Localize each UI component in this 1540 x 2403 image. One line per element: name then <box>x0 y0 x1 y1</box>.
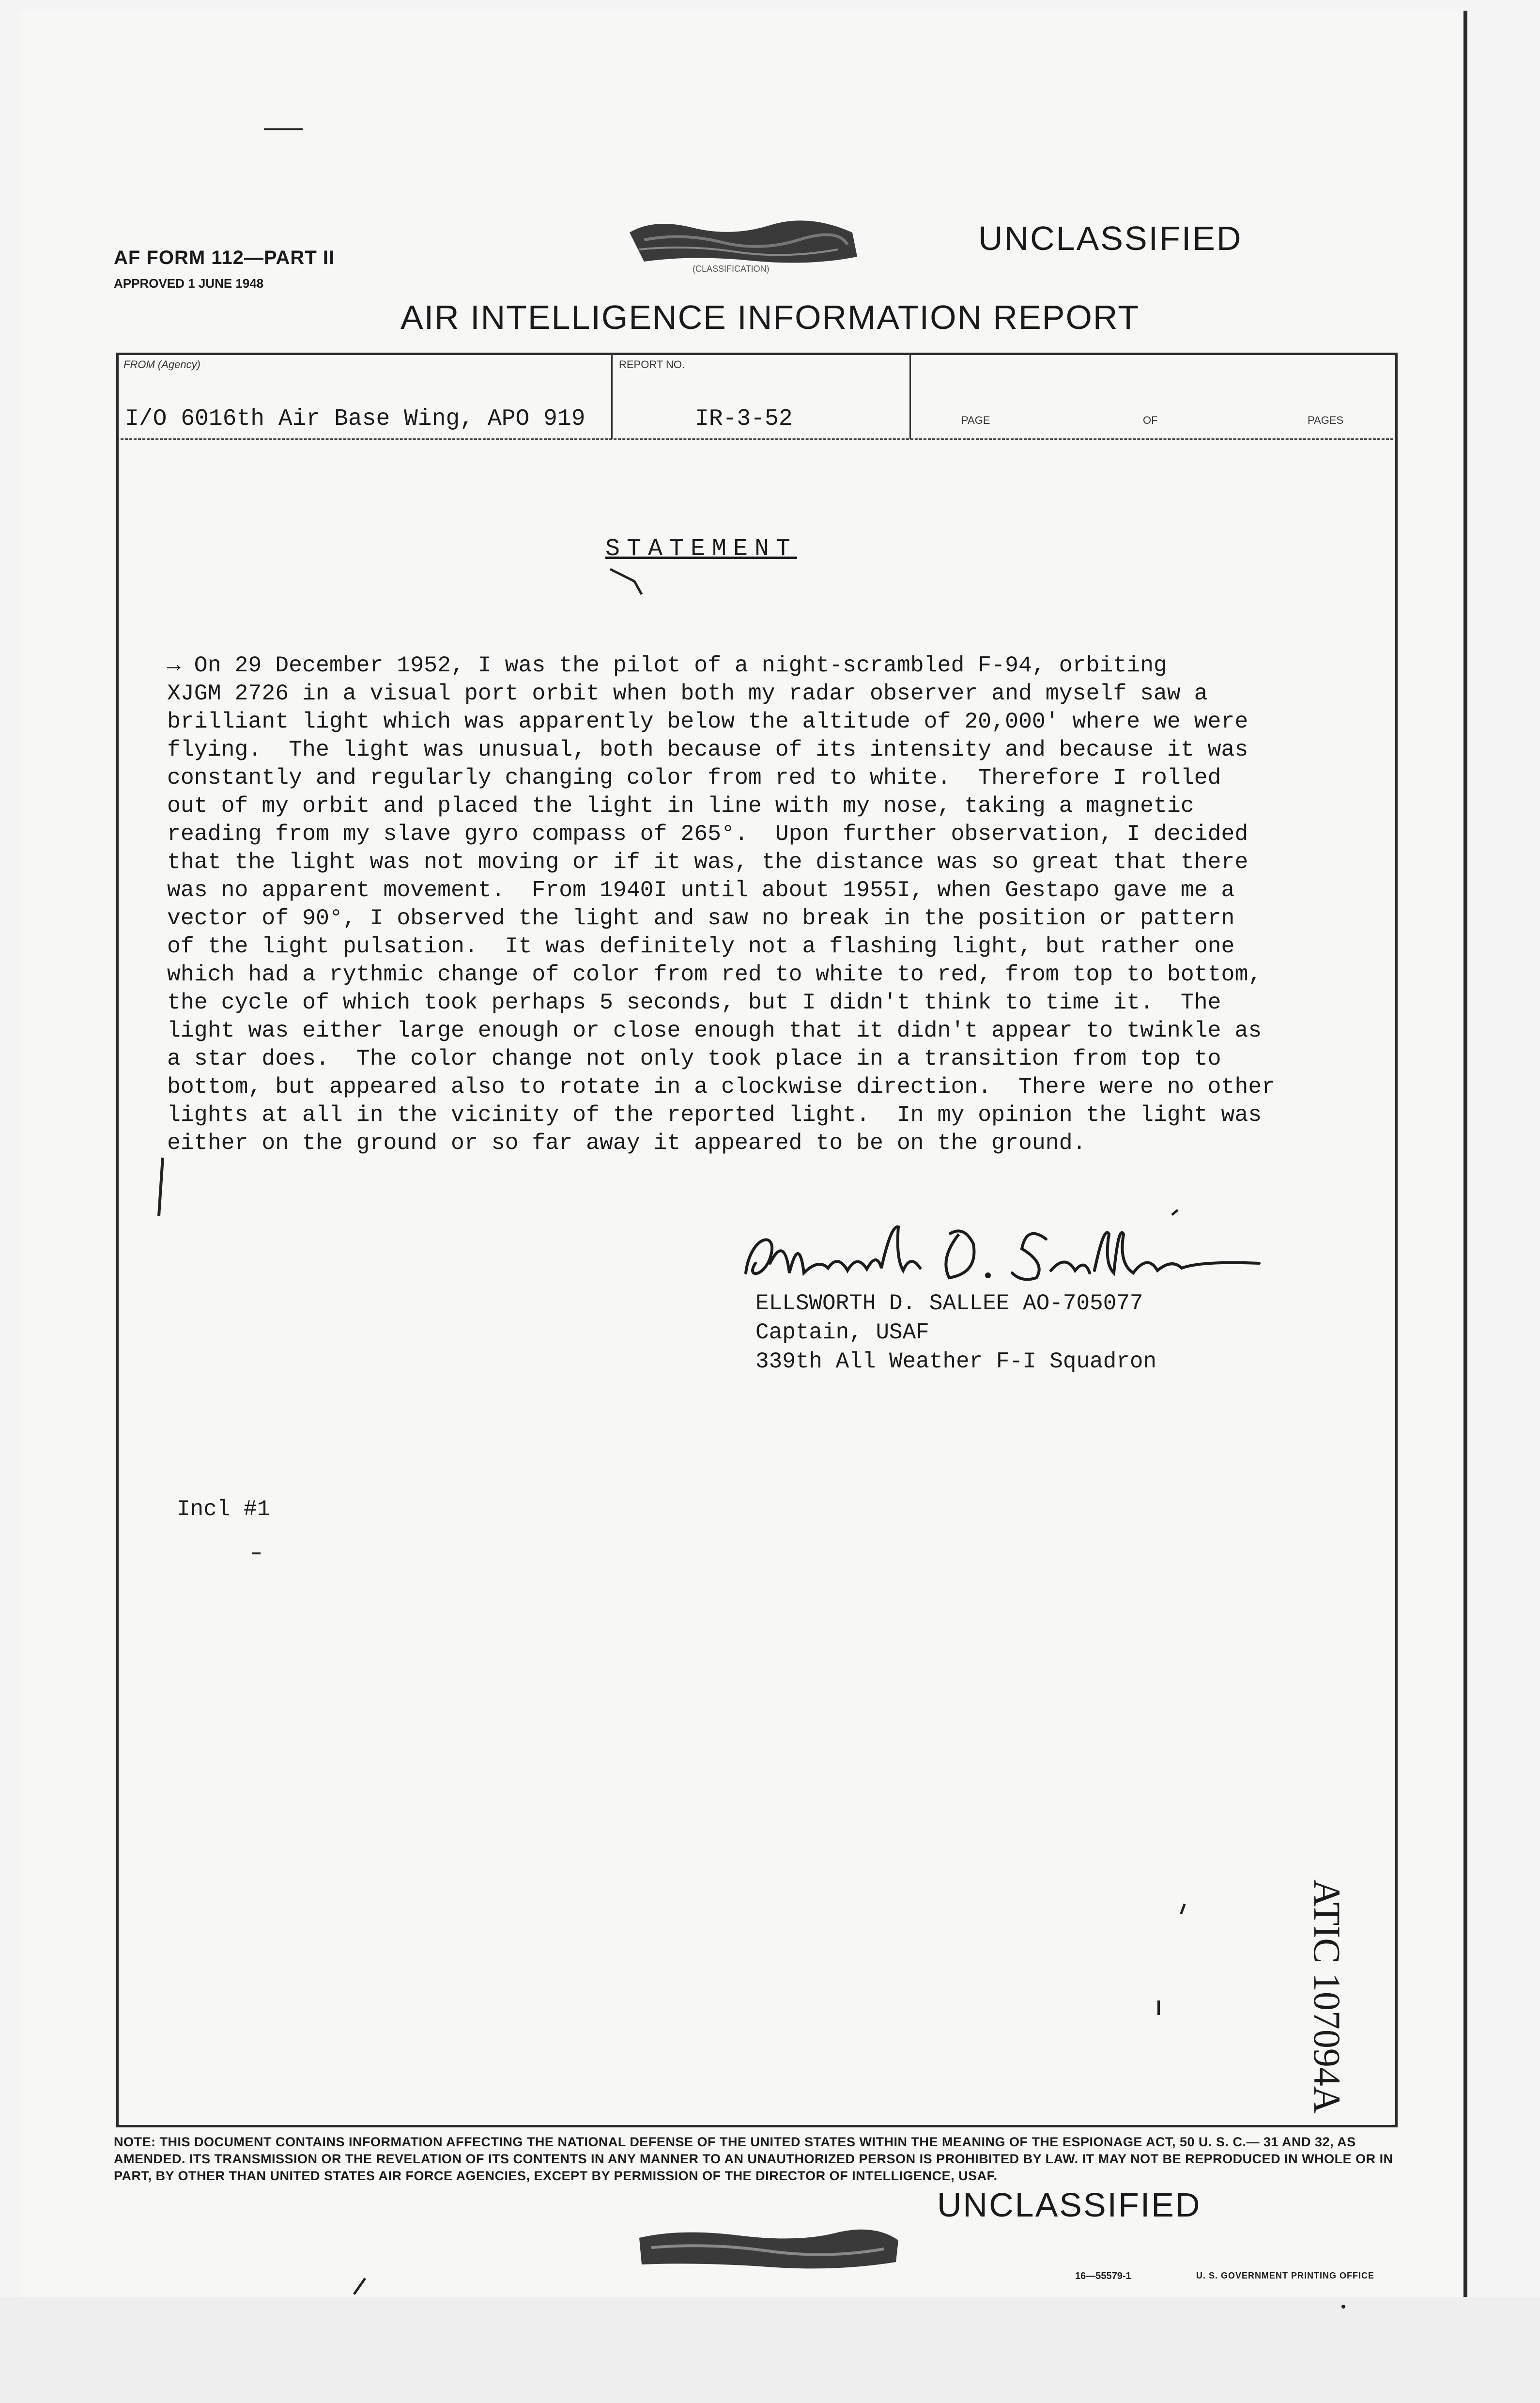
from-label: FROM (Agency) <box>123 358 200 371</box>
classification-bottom: UNCLASSIFIED <box>937 2186 1201 2224</box>
stray-mark <box>1157 2000 1160 2015</box>
atic-file-number: ATIC 107094A <box>1306 1879 1348 2114</box>
pages-label: PAGES <box>1308 414 1344 426</box>
form-approved-date: APPROVED 1 JUNE 1948 <box>114 276 264 291</box>
signatory-rank: Captain, USAF <box>755 1320 929 1345</box>
of-label: OF <box>1143 414 1158 426</box>
government-printing-office: U. S. GOVERNMENT PRINTING OFFICE <box>1196 2271 1375 2280</box>
from-agency-value: I/O 6016th Air Base Wing, APO 919 <box>125 406 585 432</box>
statement-heading: STATEMENT <box>605 535 798 563</box>
espionage-act-note: NOTE: THIS DOCUMENT CONTAINS INFORMATION AFFECTING THE NATIONAL DEFENSE OF THE UNITED STATES WITHIN THE MEANING OF THE ESPIONAGE ACT, 50 U. S. C.— 31 AND 32, AS AMENDED. ITS TRANSMISSION OR THE REVELATION OF ITS CONTENTS IN ANY MANNER TO AN UNAUTHORIZED PERSON IS PROHIBITED BY LAW. IT MAY NOT BE REPRODUCED IN WHOLE OR IN PART, BY OTHER THAN UNITED STATES AIR FORCE AGENCIES, EXCEPT BY PERMISSION OF THE DIRECTOR OF INTELLIGENCE, USAF. <box>114 2135 1393 2183</box>
classification-top: UNCLASSIFIED <box>978 219 1243 257</box>
signatory-name: ELLSWORTH D. SALLEE AO-705077 <box>755 1291 1143 1316</box>
report-title: AIR INTELLIGENCE INFORMATION REPORT <box>400 298 1140 336</box>
header-divider <box>909 354 911 439</box>
pen-mark <box>608 564 647 598</box>
classification-caption: (CLASSIFICATION) <box>693 264 770 274</box>
stray-mark <box>252 1552 261 1554</box>
page-margin <box>0 2297 1540 2403</box>
page-label: PAGE <box>961 414 990 426</box>
form-id: AF FORM 112—PART II <box>114 247 335 268</box>
statement-body: → On 29 December 1952, I was the pilot of a night-scrambled F-94, orbiting XJGM 2726 in a visual port orbit when both my radar observer and myself saw a brilliant light which was apparently below the altitude of 20,000' where we were flying. The light was unusual, both because of its intensity and because it was constantly and regularly changing color from red to white. Therefore I rolled out of my orbit and placed the light in line with my nose, taking a magnetic reading from my slave gyro compass of 265°. Upon further observation, I decided that the light was not moving or if it was, the distance was so great that there was no apparent movement. From 1940I until about 1955I, when Gestapo gave me a vector of 90°, I observed the light and saw no break in the position or pattern of the light pulsation. It was definitely not a flashing light, but rather one which had a rythmic change of color from red to white to red, from top to bottom, the cycle of which took perhaps 5 seconds, but I didn't think to time it. The light was either large enough or close enough that it didn't appear to twinkle as a star does. The color change not only took place in a transition from top to bottom, but appeared also to rotate in a clockwise direction. There were no other lights at all in the vicinity of the reported light. In my opinion the light was either on the ground or so far away it appeared to be on the ground. <box>167 652 1276 1156</box>
handwritten-signature <box>736 1205 1269 1297</box>
header-divider <box>611 354 613 439</box>
stray-mark <box>264 128 303 130</box>
redaction-stamp-bottom <box>632 2221 903 2277</box>
enclosure-note: Incl #1 <box>177 1497 271 1522</box>
stray-mark <box>1341 2305 1345 2309</box>
margin-pen-mark <box>154 1155 169 1218</box>
report-number-value: IR-3-52 <box>695 406 793 432</box>
signatory-unit: 339th All Weather F-I Squadron <box>755 1349 1157 1374</box>
form-print-code: 16—55579-1 <box>1075 2271 1131 2281</box>
report-number-label: REPORT NO. <box>619 358 685 371</box>
